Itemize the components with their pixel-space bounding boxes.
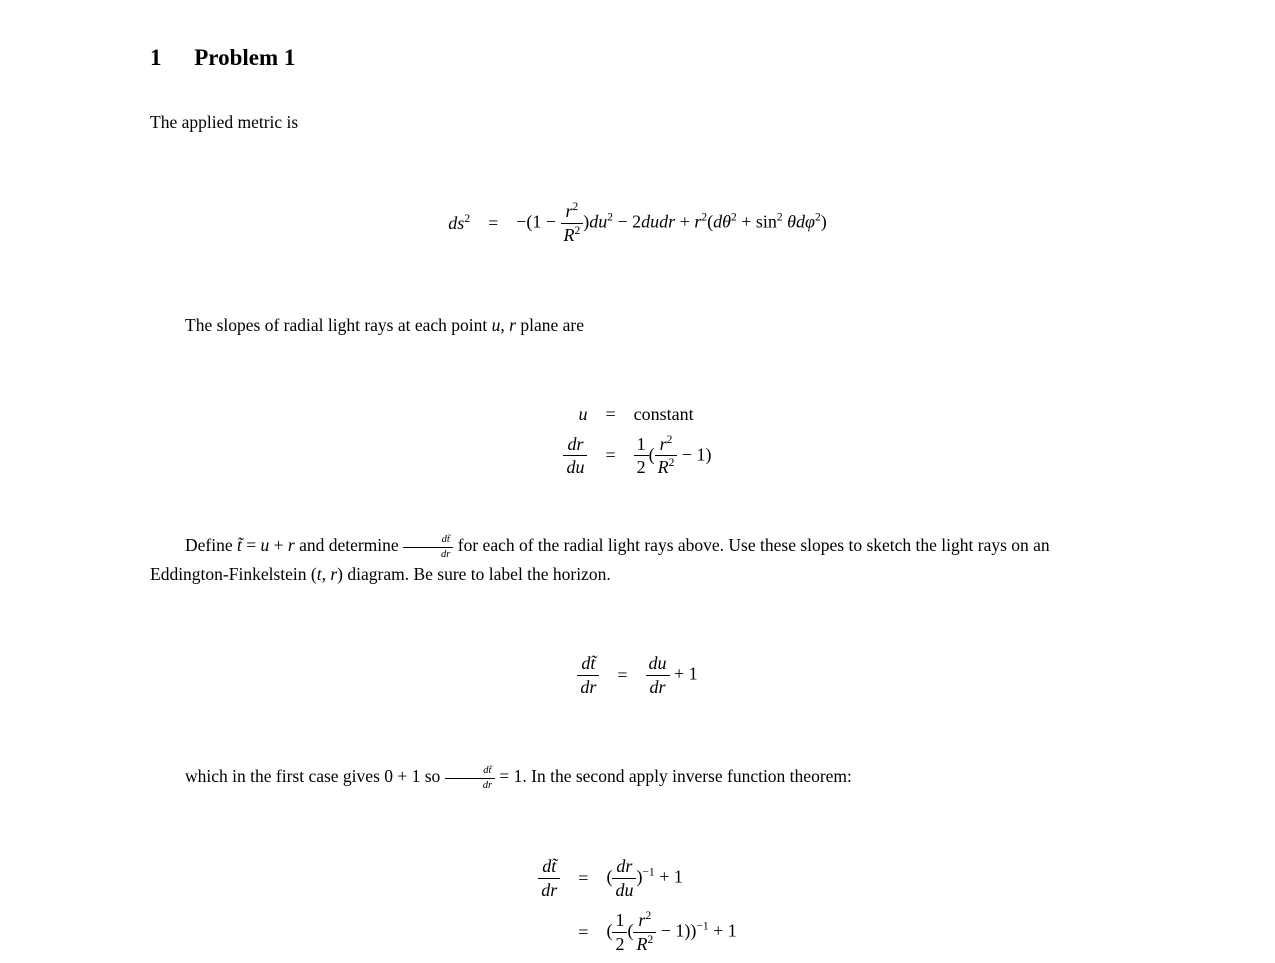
- paragraph-slopes: The slopes of radial light rays at each point u, r plane are: [185, 314, 584, 335]
- paragraph-intro: The applied metric is: [150, 112, 299, 133]
- equation-relation: =: [617, 664, 628, 685]
- equation-lhs: $ds^2$: [448, 212, 471, 233]
- equation-rhs: $\frac{du}{dr}$ + 1: [646, 653, 698, 697]
- equation-rhs: −(1 − $\frac{r^2}{R^2}$ )$du^2$ − 2dudr + $r^2(d\theta^2 + \sin^2 \theta d\varphi^2)$: [516, 201, 827, 245]
- section-heading: [150, 45, 1125, 70]
- equation-row: [448, 201, 826, 245]
- equation-relation: =: [605, 445, 616, 466]
- equation-lhs: $\frac{dt̃}{dr}$: [538, 856, 560, 900]
- paragraph-define-ttilde: Define t̃ = u + r and determine $\frac{dt̃}{dr}$ for each of the radial light rays above. Use these slopes to sketch the light rays on an Eddington-Finkelstein (t, r) diagram. Be sure to label the horizon.: [150, 533, 1050, 585]
- equation-rhs: ( $\frac{1}{2}$ ( $\frac{r^2}{R^2}$ − 1))$^{-1}$ + 1: [606, 909, 737, 954]
- paragraph-inverse-function: which in the first case gives 0 + 1 so $\frac{dt̃}{dr}$ = 1. In the second apply inverse function theorem:: [185, 765, 852, 791]
- equation-dtdr: [577, 644, 697, 706]
- equation-relation: =: [578, 868, 589, 889]
- equation-relation: =: [488, 212, 499, 233]
- equation-metric: [448, 192, 826, 254]
- equation-row: [563, 404, 711, 425]
- equation-rhs: constant: [633, 403, 694, 424]
- section-title: Problem 1: [194, 45, 296, 70]
- equation-lhs: $\frac{dt̃}{dr}$: [577, 653, 599, 697]
- equation-rhs: ( $\frac{dr}{du}$ )$^{-1}$ + 1: [606, 856, 683, 901]
- equation-lhs: [538, 910, 560, 954]
- equation-rhs: $\frac{1}{2}$ ( $\frac{r^2}{R^2}$ − 1): [634, 434, 712, 478]
- equation-light-ray-slopes: [563, 395, 711, 487]
- equation-relation: =: [578, 921, 589, 942]
- equation-relation: =: [605, 403, 616, 424]
- equation-row: [538, 856, 736, 900]
- equation-inverse-theorem: [538, 847, 736, 963]
- section-number: 1: [150, 45, 162, 70]
- equation-lhs: u: [578, 403, 588, 424]
- equation-row: [577, 653, 697, 697]
- equation-row: [563, 434, 711, 478]
- equation-row: [538, 910, 736, 954]
- equation-lhs: $\frac{dr}{du}$: [563, 434, 587, 478]
